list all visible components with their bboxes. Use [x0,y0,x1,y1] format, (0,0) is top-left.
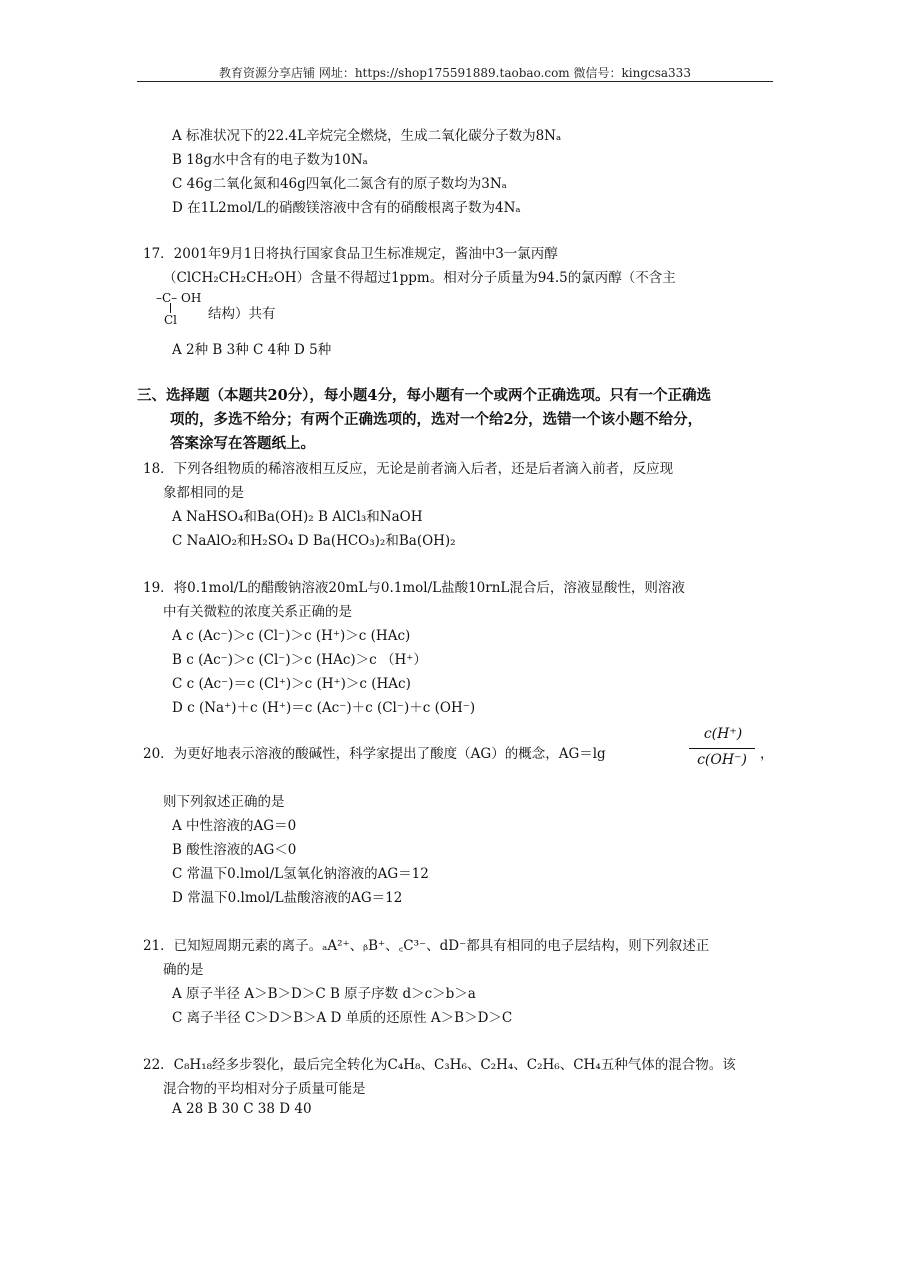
q20-stem-line2: 则下列叙述正确的是 [163,794,285,810]
section3-heading-line1: 三、选择题（本题共20分），每小题4分，每小题有一个或两个正确选项。只有一个正确选 [137,387,712,404]
page-header: 教育资源分享店铺 网址：https://shop175591889.taobao.com 微信号：kingcsa333 [219,66,691,80]
q20-option-b: B 酸性溶液的AG＜0 [172,842,297,858]
q20-stem-line1: 20．为更好地表示溶液的酸碱性，科学家提出了酸度（AG）的概念，AG＝lg [143,746,606,762]
q16-option-b: B 18g水中含有的电子数为10Nₐ [172,152,368,168]
q21-options-ab: A 原子半径 A＞B＞D＞C B 原子序数 d＞c＞b＞a [172,986,476,1002]
q18-options-ab: A NaHSO₄和Ba(OH)₂ B AlCl₃和NaOH [172,509,423,525]
q17-options: A 2种 B 3种 C 4种 D 5种 [172,342,332,358]
fraction-numerator: c(H⁺) [703,726,743,742]
structure-bottom: Cl [164,313,178,327]
q17-stem-line2: （ClCH₂CH₂CH₂OH）含量不得超过1ppm。相对分子质量为94.5的氯丙醇（不含主 [163,270,676,286]
header-rule [137,81,773,82]
q21-options-cd: C 离子半径 C＞D＞B＞A D 单质的还原性 A＞B＞D＞C [172,1010,513,1026]
q16-option-c: C 46g二氧化氮和46g四氧化二氮含有的原子数均为3Nₐ [172,176,507,192]
q22-stem-line1: 22．C₈H₁₈经多步裂化，最后完全转化为C₄H₈、C₃H₆、C₂H₄、C₂H₆、CH₄五种气体的混合物。该 [143,1057,736,1073]
section3-heading-line3: 答案涂写在答题纸上。 [170,435,315,452]
ag-fraction [687,722,757,778]
q19-option-c: C c (Ac⁻)＝c (Cl⁺)＞c (H⁺)＞c (HAc) [172,676,411,692]
q22-stem-line2: 混合物的平均相对分子质量可能是 [163,1081,366,1097]
q19-stem-line1: 19．将0.1mol/L的醋酸钠溶液20mL与0.1mol/L盐酸10rnL混合后，溶液显酸性，则溶液 [143,580,685,596]
q20-option-c: C 常温下0.lmol/L氢氧化钠溶液的AG＝12 [172,866,429,882]
q18-stem-line2: 象都相同的是 [163,485,244,501]
structure-formula [156,291,216,331]
structure-bond [170,303,171,313]
q17-stem-line3: 结构）共有 [208,306,276,322]
q21-stem-line2: 确的是 [163,962,204,978]
q18-options-cd: C NaAlO₂和H₂SO₄ D Ba(HCO₃)₂和Ba(OH)₂ [172,533,456,549]
q21-stem-line1: 21．已知短周期元素的离子。ₐA²⁺、ᵦB⁺、꜀C³⁻、dD⁻都具有相同的电子层结构，则下列叙述正 [143,938,710,954]
q20-option-d: D 常温下0.lmol/L盐酸溶液的AG＝12 [172,890,403,906]
q19-option-a: A c (Ac⁻)＞c (Cl⁻)＞c (H⁺)＞c (HAc) [172,628,411,644]
q19-stem-line2: 中有关微粒的浓度关系正确的是 [163,604,352,620]
q18-stem-line1: 18．下列各组物质的稀溶液相互反应，无论是前者滴入后者，还是后者滴入前者，反应现 [143,461,674,477]
q16-option-a: A 标准状况下的22.4L辛烷完全燃烧，生成二氧化碳分子数为8Nₐ [172,128,562,144]
q19-option-b: B c (Ac⁻)＞c (Cl⁻)＞c (HAc)＞c （H⁺） [172,652,427,668]
fraction-bar [689,748,755,749]
q19-option-d: D c (Na⁺)＋c (H⁺)＝c (Ac⁻)＋c (Cl⁻)＋c (OH⁻) [172,700,476,716]
q20-option-a: A 中性溶液的AG＝0 [172,818,297,834]
q16-option-d: D 在1L2mol/L的硝酸镁溶液中含有的硝酸根离子数为4Nₐ [172,200,521,216]
fraction-denominator: c(OH⁻) [697,752,747,768]
structure-top: –C– OH [156,291,202,305]
q20-comma: ， [760,746,774,762]
section3-heading-line2: 项的，多选不给分；有两个正确选项的，选对一个给2分，选错一个该小题不给分， [170,411,703,428]
q17-stem-line1: 17．2001年9月1日将执行国家食品卫生标准规定，酱油中3一氯丙醇 [143,246,558,262]
q22-options: A 28 B 30 C 38 D 40 [172,1101,312,1117]
